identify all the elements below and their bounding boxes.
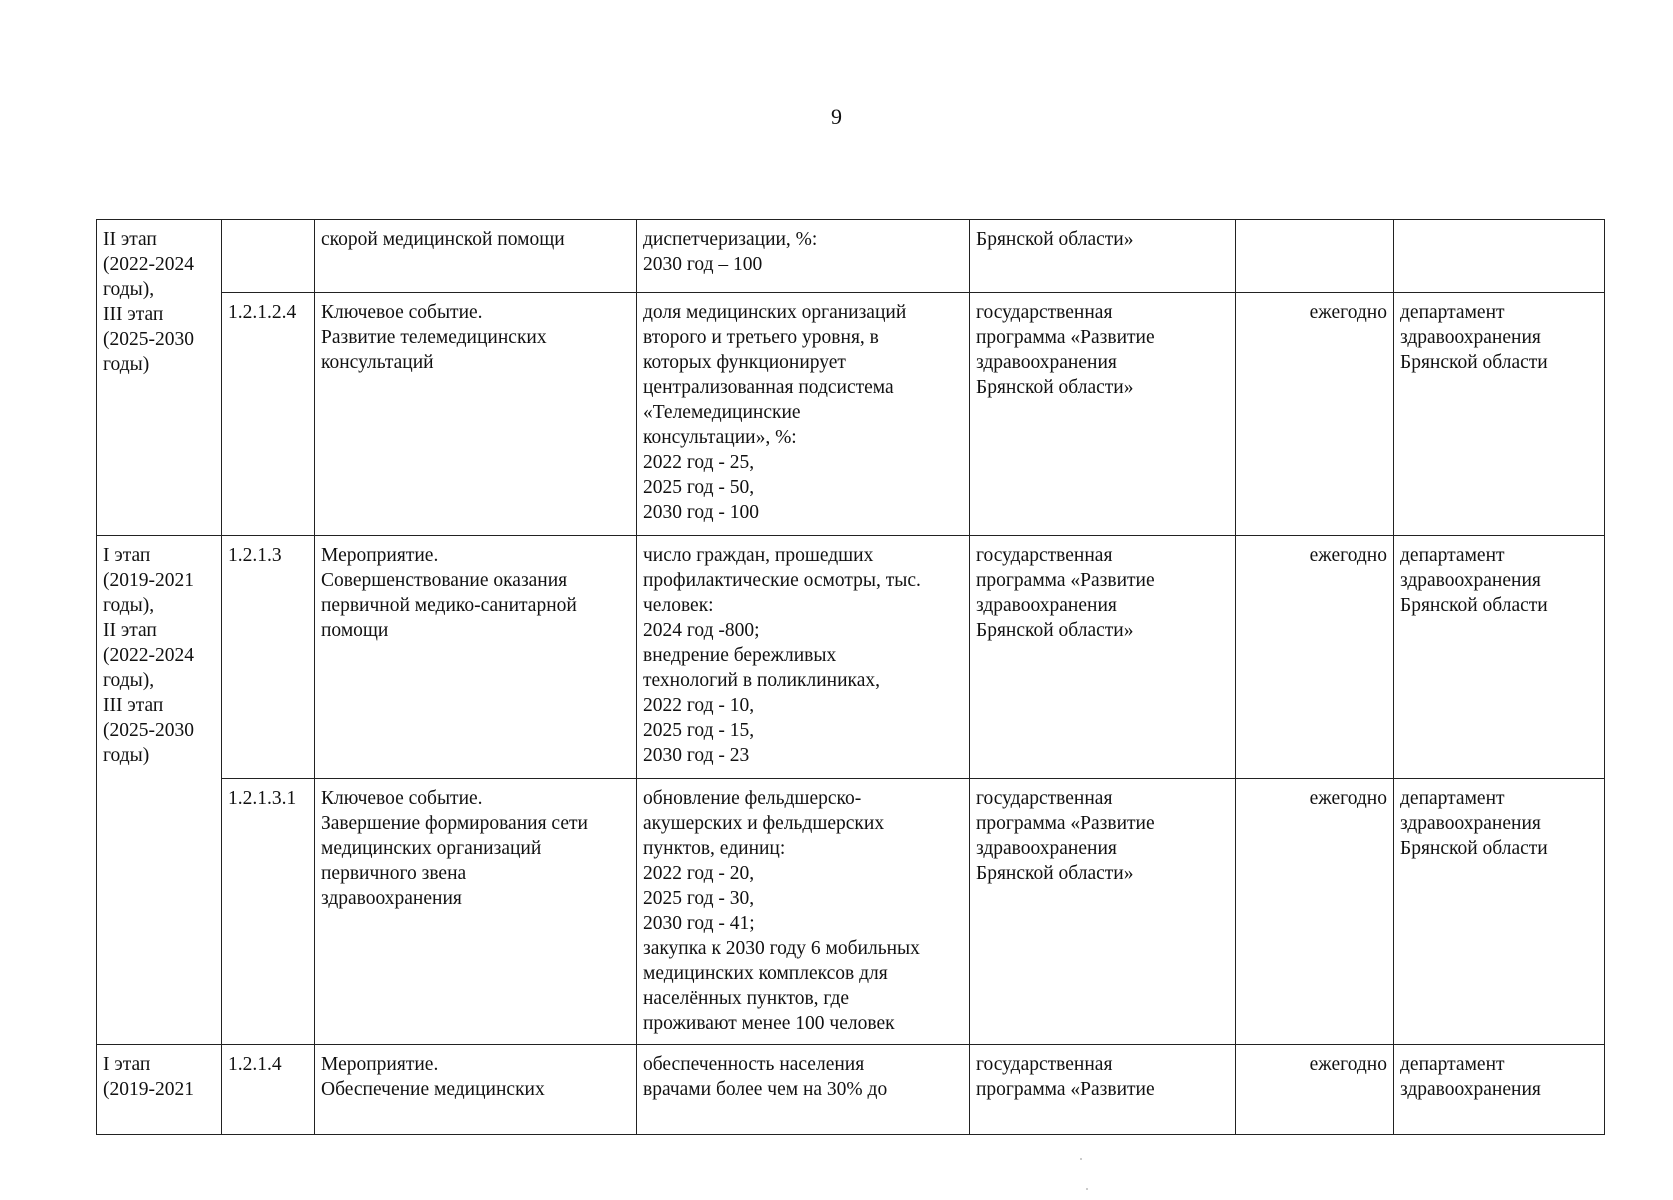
stage-cell: I этап (2019-2021 [97, 1045, 222, 1135]
indicator-cell: обеспеченность населения врачами более чем на 30% до [637, 1045, 970, 1135]
indicator-cell: число граждан, прошедших профилактические осмотры, тыс. человек: 2024 год -800; внедрение бережливых технологий в поликлиниках, 2022 год - 10, 2025 год - 15, 2030 год - 23 [637, 536, 970, 779]
table-row [97, 779, 1605, 1045]
responsible-cell: департамент здравоохранения Брянской области [1394, 536, 1605, 779]
name-cell: Мероприятие. Совершенствование оказания первичной медико-санитарной помощи [315, 536, 637, 779]
scan-speck [1086, 1188, 1088, 1190]
responsible-cell [1394, 220, 1605, 293]
period-cell: ежегодно [1236, 536, 1394, 779]
program-cell: государственная программа «Развитие здравоохранения Брянской области» [970, 536, 1236, 779]
page-number: 9 [831, 104, 842, 129]
stage-cell: I этап (2019-2021 годы), II этап (2022-2024 годы), III этап (2025-2030 годы) [97, 536, 222, 1045]
period-cell: ежегодно [1236, 293, 1394, 536]
table-row [97, 293, 1605, 536]
responsible-cell: департамент здравоохранения Брянской области [1394, 293, 1605, 536]
code-cell: 1.2.1.4 [222, 1045, 315, 1135]
scan-speck [1080, 1158, 1082, 1160]
stage-cell: II этап (2022-2024 годы), III этап (2025-2030 годы) [97, 220, 222, 536]
table-row [97, 1045, 1605, 1135]
responsible-cell: департамент здравоохранения Брянской области [1394, 779, 1605, 1045]
name-cell: Ключевое событие. Развитие телемедицинских консультаций [315, 293, 637, 536]
indicator-cell: доля медицинских организаций второго и третьего уровня, в которых функционирует централизованная подсистема «Телемедицинские консультации», %: 2022 год - 25, 2025 год - 50, 2030 год - 100 [637, 293, 970, 536]
table-row [97, 536, 1605, 779]
period-cell [1236, 220, 1394, 293]
indicator-cell: обновление фельдшерско- акушерских и фельдшерских пунктов, единиц: 2022 год - 20, 2025 год - 30, 2030 год - 41; закупка к 2030 году 6 мобильных медицинских комплексов для населённых пунктов, где проживают менее 100 человек [637, 779, 970, 1045]
code-cell: 1.2.1.3 [222, 536, 315, 779]
measures-table [96, 219, 1605, 1135]
code-cell: 1.2.1.2.4 [222, 293, 315, 536]
name-cell: Ключевое событие. Завершение формирования сети медицинских организаций первичного звена здравоохранения [315, 779, 637, 1045]
code-cell [222, 220, 315, 293]
period-cell: ежегодно [1236, 1045, 1394, 1135]
name-cell: Мероприятие. Обеспечение медицинских [315, 1045, 637, 1135]
code-cell: 1.2.1.3.1 [222, 779, 315, 1045]
table-row [97, 220, 1605, 293]
program-cell: государственная программа «Развитие [970, 1045, 1236, 1135]
program-cell: Брянской области» [970, 220, 1236, 293]
program-cell: государственная программа «Развитие здравоохранения Брянской области» [970, 293, 1236, 536]
program-cell: государственная программа «Развитие здравоохранения Брянской области» [970, 779, 1236, 1045]
indicator-cell: диспетчеризации, %: 2030 год – 100 [637, 220, 970, 293]
period-cell: ежегодно [1236, 779, 1394, 1045]
responsible-cell: департамент здравоохранения [1394, 1045, 1605, 1135]
name-cell: скорой медицинской помощи [315, 220, 637, 293]
